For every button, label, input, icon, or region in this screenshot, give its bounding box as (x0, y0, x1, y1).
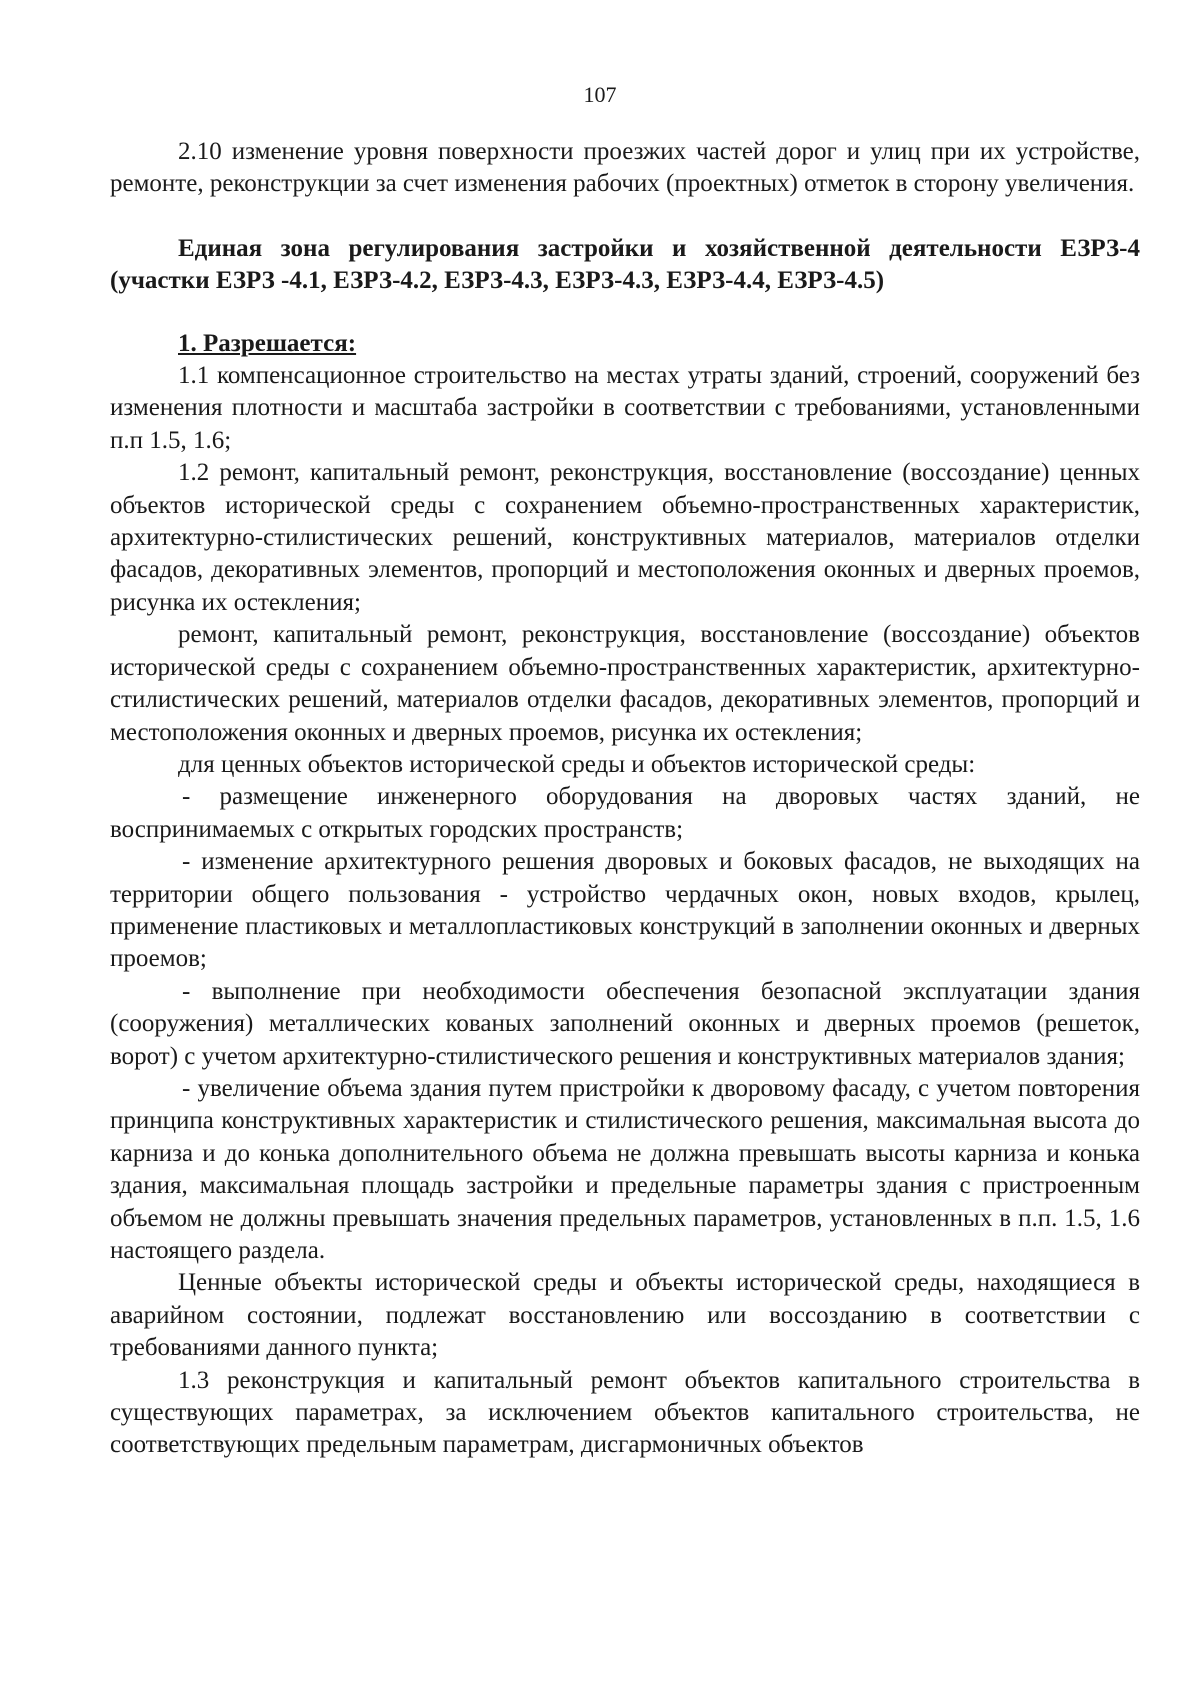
bullet-metal-fillings: - выполнение при необходимости обеспечения безопасной эксплуатации здания (сооружения) металлических кованых заполнений оконных и дверных проемов (решеток, ворот) с учетом архитектурно-стилистического решения и конструктивных материалов здания; (110, 977, 1140, 1070)
paragraph-emergency-objects: Ценные объекты исторической среды и объекты исторической среды, находящиеся в аварийном состоянии, подлежат восстановлению или воссозданию в соответствии с требованиями данного пункта; (110, 1269, 1140, 1362)
paragraph-1-1: 1.1 компенсационное строительство на местах утраты зданий, строений, сооружений без изменения плотности и масштаба застройки в соответствии с требованиями, установленными п.п 1.5, 1.6; (110, 362, 1140, 454)
paragraph-1-3: 1.3 реконструкция и капитальный ремонт объектов капитального строительства в существующих параметрах, за исключением объектов капитального строительства, не соответствующих предельным параметрам, дисгармоничных объектов (110, 1366, 1140, 1459)
section-title: Единая зона регулирования застройки и хозяйственной деятельности ЕЗРЗ-4 (участки ЕЗРЗ -4.1, ЕЗРЗ-4.2, ЕЗРЗ-4.3, ЕЗРЗ-4.3, ЕЗРЗ-4.4, ЕЗРЗ-4.5) (110, 234, 1140, 295)
section-subheading: 1. Разрешается: (178, 329, 357, 357)
bullet-volume-extension: - увеличение объема здания путем пристройки к дворовому фасаду, с учетом повторения принципа конструктивных характеристик и стилистического решения, максимальная высота до карниза и до конька дополнительного объема не должна превышать высоты карниза и конька здания, максимальная площадь застройки и предельные параметры здания с пристроенным объемом не должны превышать значения предельных параметров, установленных в п.п. 1.5, 1.6 настоящего раздела. (110, 1074, 1140, 1264)
page-number: 107 (583, 82, 617, 107)
bullet-facade-changes: - изменение архитектурного решения дворовых и боковых фасадов, не выходящих на территории общего пользования - устройство чердачных окон, новых входов, крылец, применение пластиковых и металлопластиковых конструкций в заполнении оконных и дверных проемов; (110, 848, 1140, 973)
paragraph-1-2: 1.2 ремонт, капитальный ремонт, реконструкция, восстановление (воссоздание) ценных объектов исторической среды с сохранением объемно-пространственных характеристик, архитектурно-стилистических решений, конструктивных материалов, материалов отделки фасадов, декоративных элементов, пропорций и местоположения оконных и дверных проемов, рисунка их остекления; (110, 459, 1140, 616)
paragraph-repair-objects: ремонт, капитальный ремонт, реконструкция, восстановление (воссоздание) объектов исторической среды с сохранением объемно-пространственных характеристик, архитектурно-стилистических решений, материалов отделки фасадов, декоративных элементов, пропорций и местоположения оконных и дверных проемов, рисунка их остекления; (110, 621, 1140, 746)
paragraph-for-objects: для ценных объектов исторической среды и объектов исторической среды: (178, 750, 976, 778)
bullet-engineering-equipment: - размещение инженерного оборудования на дворовых частях зданий, не воспринимаемых с открытых городских пространств; (110, 783, 1140, 843)
document-body (110, 136, 1140, 1462)
paragraph-2-10: 2.10 изменение уровня поверхности проезжих частей дорог и улиц при их устройстве, ремонте, реконструкции за счет изменения рабочих (проектных) отметок в сторону увеличения. (110, 138, 1140, 198)
